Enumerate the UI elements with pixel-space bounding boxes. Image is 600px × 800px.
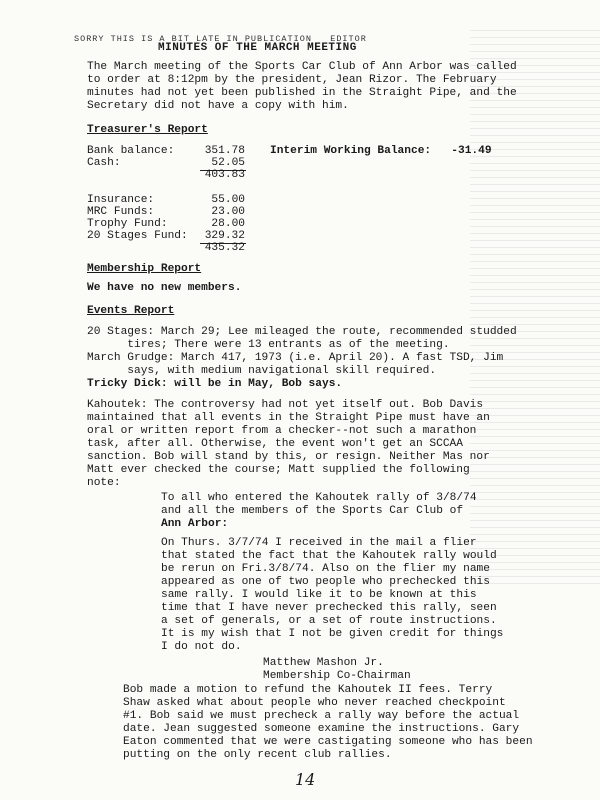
event-line: 20 Stages: March 29; Lee mileaged the route, recommended studded [87, 326, 517, 338]
total-value: 435.32 [204, 242, 245, 254]
page-number: 14 [295, 770, 316, 789]
mrc-label: MRC Funds: [87, 206, 155, 218]
signature-name: Matthew Mashon Jr. [263, 657, 384, 669]
event-line: says, with medium navigational skill required. [87, 365, 437, 377]
trophy-value: 28.00 [211, 218, 245, 230]
closing-line: #1. Bob said we must precheck a rally way before the actual [123, 710, 520, 722]
closing-line: Bob made a motion to refund the Kahoutek II fees. Terry [123, 684, 493, 696]
cash-label: Cash: [87, 157, 121, 169]
trophy-label: Trophy Fund: [87, 218, 168, 230]
note-line: Ann Arbor: [161, 518, 229, 530]
event-line: Tricky Dick: will be in May, Bob says. [87, 378, 343, 390]
closing-line: date. Jean suggested someone examine the instructions. Gary [123, 723, 520, 735]
membership-text: We have no new members. [87, 282, 242, 294]
kahoutek-line: note: [87, 477, 121, 489]
bank-value: 351.78 [204, 145, 245, 157]
insurance-value: 55.00 [211, 194, 245, 206]
note-line: same rally. I would like it to be known at this [161, 589, 477, 601]
bank-label: Bank balance: [87, 145, 175, 157]
intro-line: minutes had not yet been published in the Straight Pipe, and the [87, 87, 517, 99]
note-line: and all the members of the Sports Car Club of [161, 505, 464, 517]
interim-balance: Interim Working Balance: -31.49 [270, 145, 492, 157]
kahoutek-line: oral or written report from a checker--not such a marathon [87, 425, 477, 437]
event-line: March Grudge: March 417, 1973 (i.e. April 20). A fast TSD, Jim [87, 352, 504, 364]
closing-line: Shaw asked what about people who never reached checkpoint [123, 697, 506, 709]
cash-value: 52.05 [211, 157, 245, 169]
kahoutek-line: maintained that all events in the Straight Pipe must have an [87, 412, 490, 424]
kahoutek-line: sanction. Bob will stand by this, or resign. Neither Mas nor [87, 451, 490, 463]
note-line: that stated the fact that the Kahoutek rally would [161, 550, 497, 562]
kahoutek-line: Matt ever checked the course; Matt supplied the following [87, 464, 470, 476]
intro-line: Secretary did not have a copy with him. [87, 100, 349, 112]
kahoutek-line: task, after all. Otherwise, the event won't get an SCCAA [87, 438, 463, 450]
events-heading: Events Report [87, 305, 175, 317]
note-line: appeared as one of two people who prechecked this [161, 576, 490, 588]
note-line: be rerun on Fri.3/8/74. Also on the flier my name [161, 563, 490, 575]
insurance-label: Insurance: [87, 194, 155, 206]
header-note: SORRY THIS IS A BIT LATE IN PUBLICATION EDITOR [74, 34, 367, 44]
mrc-value: 23.00 [211, 206, 245, 218]
closing-line: putting on the only recent club rallies. [123, 749, 392, 761]
membership-heading: Membership Report [87, 263, 202, 275]
note-line: time that I have never prechecked this rally, seen [161, 602, 497, 614]
intro-line: The March meeting of the Sports Car Club of Ann Arbor was called [87, 61, 517, 73]
subtotal-value: 403.83 [204, 169, 245, 181]
treasurer-heading: Treasurer's Report [87, 124, 208, 136]
kahoutek-line: Kahoutek: The controversy had not yet itself out. Bob Davis [87, 399, 484, 411]
stages-value: 329.32 [204, 230, 245, 242]
note-line: On Thurs. 3/7/74 I received in the mail a flier [161, 537, 477, 549]
event-line: tires; There were 13 entrants as of the meeting. [87, 339, 450, 351]
note-line: To all who entered the Kahoutek rally of 3/8/74 [161, 492, 477, 504]
stages-label: 20 Stages Fund: [87, 230, 188, 242]
note-line: a set of generals, or a set of route instructions. [161, 615, 497, 627]
note-line: I do not do. [161, 641, 242, 653]
page-title: MINUTES OF THE MARCH MEETING [158, 42, 357, 54]
note-line: It is my wish that I not be given credit for things [161, 628, 504, 640]
bleed-through-texture [470, 30, 600, 590]
intro-line: to order at 8:12pm by the president, Jean Rizor. The February [87, 74, 497, 86]
signature-title: Membership Co-Chairman [263, 670, 411, 682]
closing-line: Eaton commented that we were castigating someone who has been [123, 736, 533, 748]
